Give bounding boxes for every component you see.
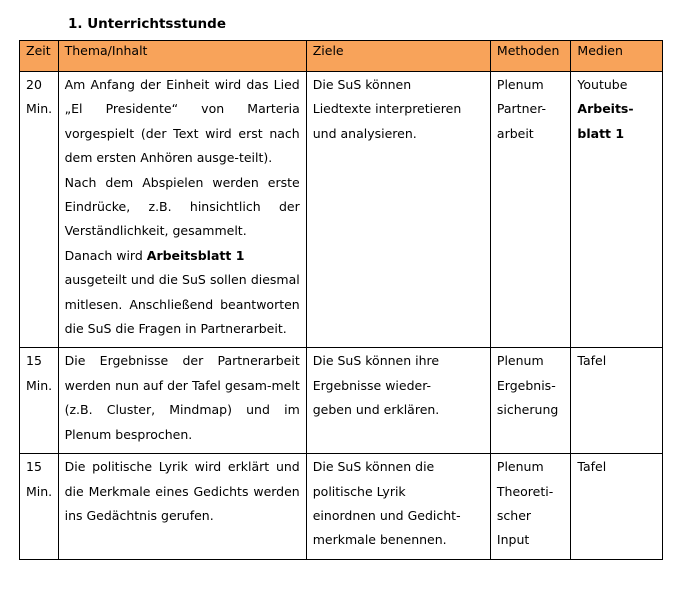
table-row [20,348,663,454]
lesson-plan-table [19,40,663,560]
cell-zeit: 15 Min. [20,454,59,560]
table-row [20,72,663,348]
cell-thema: Die Ergebnisse der Partnerarbeit werden nun auf der Tafel gesam-melt (z.B. Cluster, Mindmap) und im Plenum besprochen. [58,348,306,454]
cell-medien: Tafel [571,348,663,454]
lesson-heading: 1. Unterrichtsstunde [68,16,226,32]
cell-ziele: Die SuS können ihre Ergebnisse wieder- geben und erklären. [306,348,490,454]
header-thema: Thema/Inhalt [58,41,306,72]
cell-zeit: 15 Min. [20,348,59,454]
header-medien: Medien [571,41,663,72]
header-methoden: Methoden [490,41,571,72]
header-zeit: Zeit [20,41,59,72]
cell-thema: Am Anfang der Einheit wird das Lied „El Presidente“ von Marteria vorgespielt (der Text wird erst nach dem ersten Anhören ausge-teilt). Nach dem Abspielen werden erste Eindrücke, z.B. hinsichtlich der Verständlichkeit, gesammelt. Danach wird Arbeitsblatt 1 ausgeteilt und die SuS sollen diesmal mitlesen. Anschließend beantworten die SuS die Fragen in Partnerarbeit. [58,72,306,348]
cell-methoden: Plenum Theoreti- scher Input [490,454,571,560]
cell-ziele: Die SuS können Liedtexte interpretieren und analysieren. [306,72,490,348]
header-ziele: Ziele [306,41,490,72]
cell-thema: Die politische Lyrik wird erklärt und die Merkmale eines Gedichts werden ins Gedächtnis gerufen. [58,454,306,560]
cell-medien: Youtube Arbeits- blatt 1 [571,72,663,348]
table-header-row [20,41,663,72]
cell-methoden: Plenum Ergebnis- sicherung [490,348,571,454]
cell-ziele: Die SuS können die politische Lyrik einordnen und Gedicht- merkmale benennen. [306,454,490,560]
cell-methoden: Plenum Partner- arbeit [490,72,571,348]
table-row [20,454,663,560]
cell-medien: Tafel [571,454,663,560]
arbeitsblatt-reference: Arbeitsblatt 1 [146,247,245,263]
cell-zeit: 20 Min. [20,72,59,348]
